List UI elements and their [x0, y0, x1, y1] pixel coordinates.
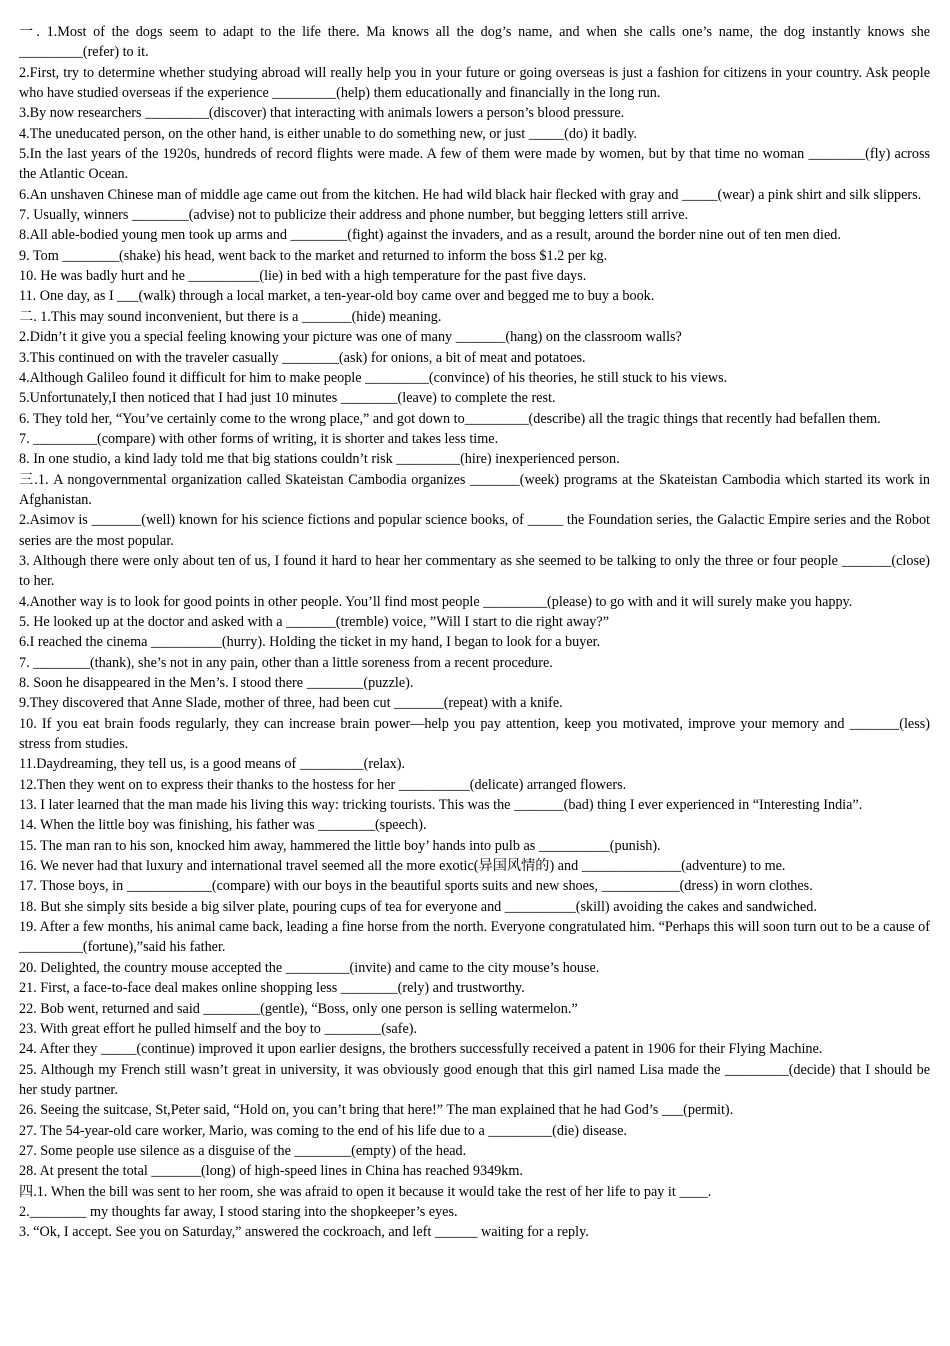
exercise-line: 7. ________(thank), she’s not in any pain, other than a little soreness from a recent procedure.	[19, 654, 553, 671]
exercise-line: 24. After they _____(continue) improved it upon earlier designs, the brothers successfully received a patent in 1906 for their Flying Machine.	[19, 1041, 823, 1058]
exercise-line: 三.1. A nongovernmental organization called Skateistan Cambodia organizes _______(week) programs at the Skateistan Cambodia which started its work in Afghanistan.	[19, 471, 930, 508]
exercise-line: 26. Seeing the suitcase, St,Peter said, “Hold on, you can’t bring that here!” The man explained that he had God’s ___(permit).	[19, 1102, 734, 1119]
exercise-line: 9. Tom ________(shake) his head, went back to the market and returned to inform the boss $1.2 per kg.	[19, 247, 608, 264]
exercise-line: 8. In one studio, a kind lady told me that big stations couldn’t risk _________(hire) inexperienced person.	[19, 451, 620, 468]
exercise-line: 6. They told her, “You’ve certainly come to the wrong place,” and got down to_________(describe) all the tragic things that recently had befallen them.	[19, 410, 881, 427]
exercise-line: 一. 1.Most of the dogs seem to adapt to the life there. Ma knows all the dog’s name, and when she calls one’s name, the dog instantly knows she _________(refer) to it.	[19, 24, 930, 61]
exercise-line: 4.Although Galileo found it difficult for him to make people _________(convince) of his theories, he still stuck to his views.	[19, 369, 728, 386]
exercise-line: 27. Some people use silence as a disguise of the ________(empty) of the head.	[19, 1142, 467, 1159]
exercise-line: 18. But she simply sits beside a big silver plate, pouring cups of tea for everyone and __________(skill) avoiding the cakes and sandwiched.	[19, 898, 817, 915]
exercise-line: 11. One day, as I ___(walk) through a local market, a ten-year-old boy came over and begged me to buy a book.	[19, 288, 655, 305]
exercise-line: 8. Soon he disappeared in the Men’s. I stood there ________(puzzle).	[19, 675, 414, 691]
exercise-line: 2.Didn’t it give you a special feeling knowing your picture was one of many _______(hang) on the classroom walls?	[19, 329, 682, 346]
exercise-line: 21. First, a face-to-face deal makes online shopping less ________(rely) and trustworthy.	[19, 980, 525, 997]
exercise-line: 10. If you eat brain foods regularly, they can increase brain power—help you pay attention, keep you motivated, improve your memory and _______(less) stress from studies.	[19, 715, 930, 753]
exercise-line: 14. When the little boy was finishing, his father was ________(speech).	[19, 817, 427, 834]
exercise-line: 四.1. When the bill was sent to her room, she was afraid to open it because it would take the rest of her life to pay it ____.	[19, 1183, 712, 1200]
exercise-line: 12.Then they went on to express their thanks to the hostess for her __________(delicate) arranged flowers.	[19, 776, 627, 793]
exercise-line: 7. Usually, winners ________(advise) not to publicize their address and phone number, but begging letters still arrive.	[19, 207, 689, 224]
exercise-line: 9.They discovered that Anne Slade, mother of three, had been cut _______(repeat) with a knife.	[19, 695, 563, 712]
exercise-line: 5. He looked up at the doctor and asked with a _______(tremble) voice, ”Will I start to die right away?”	[19, 613, 609, 630]
exercise-line: 20. Delighted, the country mouse accepted the _________(invite) and came to the city mouse’s house.	[19, 959, 600, 976]
exercise-line: 7. _________(compare) with other forms of writing, it is shorter and takes less time.	[19, 430, 499, 447]
exercise-line: 3.By now researchers _________(discover) that interacting with animals lowers a person’s blood pressure.	[19, 105, 625, 122]
exercise-line: 2.First, try to determine whether studying abroad will really help you in your future or going overseas is just a fashion for citizens in your country. Ask people who have studied overseas if the experience _________(help) them educationally and financially in the long run.	[19, 64, 930, 102]
exercise-line: 2.________ my thoughts far away, I stood staring into the shopkeeper’s eyes.	[19, 1203, 458, 1220]
exercise-line: 22. Bob went, returned and said ________(gentle), “Boss, only one person is selling watermelon.”	[19, 1000, 578, 1017]
exercise-line: 17. Those boys, in ____________(compare) with our boys in the beautiful sports suits and new shoes, ___________(dress) in worn clothes.	[19, 878, 813, 895]
exercise-line: 二. 1.This may sound inconvenient, but there is a _______(hide) meaning.	[19, 308, 442, 325]
exercise-line: 15. The man ran to his son, knocked him away, hammered the little boy’ hands into pulb as __________(punish).	[19, 837, 661, 854]
exercise-line: 27. The 54-year-old care worker, Mario, was coming to the end of his life due to a _________(die) disease.	[19, 1122, 627, 1139]
exercise-line: 6.I reached the cinema __________(hurry). Holding the ticket in my hand, I began to look for a buyer.	[19, 634, 601, 651]
exercise-line: 3.This continued on with the traveler casually ________(ask) for onions, a bit of meat and potatoes.	[19, 349, 586, 366]
exercise-line: 10. He was badly hurt and he __________(lie) in bed with a high temperature for the past five days.	[19, 268, 587, 285]
exercise-line: 4.The uneducated person, on the other hand, is either unable to do something new, or just _____(do) it badly.	[19, 125, 637, 142]
exercise-line: 8.All able-bodied young men took up arms and ________(fight) against the invaders, and as a result, around the border nine out of ten men died.	[19, 227, 841, 244]
exercise-line: 16. We never had that luxury and international travel seemed all the more exotic(异国风情的) and ______________(adventure) to me.	[19, 858, 786, 875]
exercise-line: 3. “Ok, I accept. See you on Saturday,” answered the cockroach, and left ______ waiting for a reply.	[19, 1224, 589, 1241]
exercise-document	[19, 22, 930, 1243]
exercise-line: 25. Although my French still wasn’t great in university, it was obviously good enough that this girl named Lisa made the _________(decide) that I should be her study partner.	[19, 1061, 930, 1098]
exercise-line: 19. After a few months, his animal came back, leading a fine horse from the north. Everyone congratulated him. “Perhaps this will soon turn out to be a cause of _________(fortune),”said his father.	[19, 919, 930, 956]
exercise-line: 3. Although there were only about ten of us, I found it hard to hear her commentary as she seemed to be talking to only the three or four people _______(close) to her.	[19, 552, 930, 590]
exercise-line: 6.An unshaven Chinese man of middle age came out from the kitchen. He had wild black hair flecked with gray and _____(wear) a pink shirt and silk slippers.	[19, 186, 922, 203]
exercise-line: 11.Daydreaming, they tell us, is a good means of _________(relax).	[19, 756, 405, 773]
exercise-line: 28. At present the total _______(long) of high-speed lines in China has reached 9349km.	[19, 1163, 523, 1180]
exercise-line: 13. I later learned that the man made his living this way: tricking tourists. This was the _______(bad) thing I ever experienced in “Interesting India”.	[19, 797, 863, 814]
exercise-line: 5.In the last years of the 1920s, hundreds of record flights were made. A few of them were made by women, but by that time no woman ________(fly) across the Atlantic Ocean.	[19, 146, 930, 183]
exercise-line: 4.Another way is to look for good points in other people. You’ll find most people _________(please) to go with and it will surely make you happy.	[19, 593, 853, 610]
exercise-line: 2.Asimov is _______(well) known for his science fictions and popular science books, of _____ the Foundation series, the Galactic Empire series and the Robot series are the most popular.	[19, 512, 930, 549]
exercise-line: 5.Unfortunately,I then noticed that I had just 10 minutes ________(leave) to complete the rest.	[19, 390, 556, 407]
exercise-line: 23. With great effort he pulled himself and the boy to ________(safe).	[19, 1020, 418, 1037]
